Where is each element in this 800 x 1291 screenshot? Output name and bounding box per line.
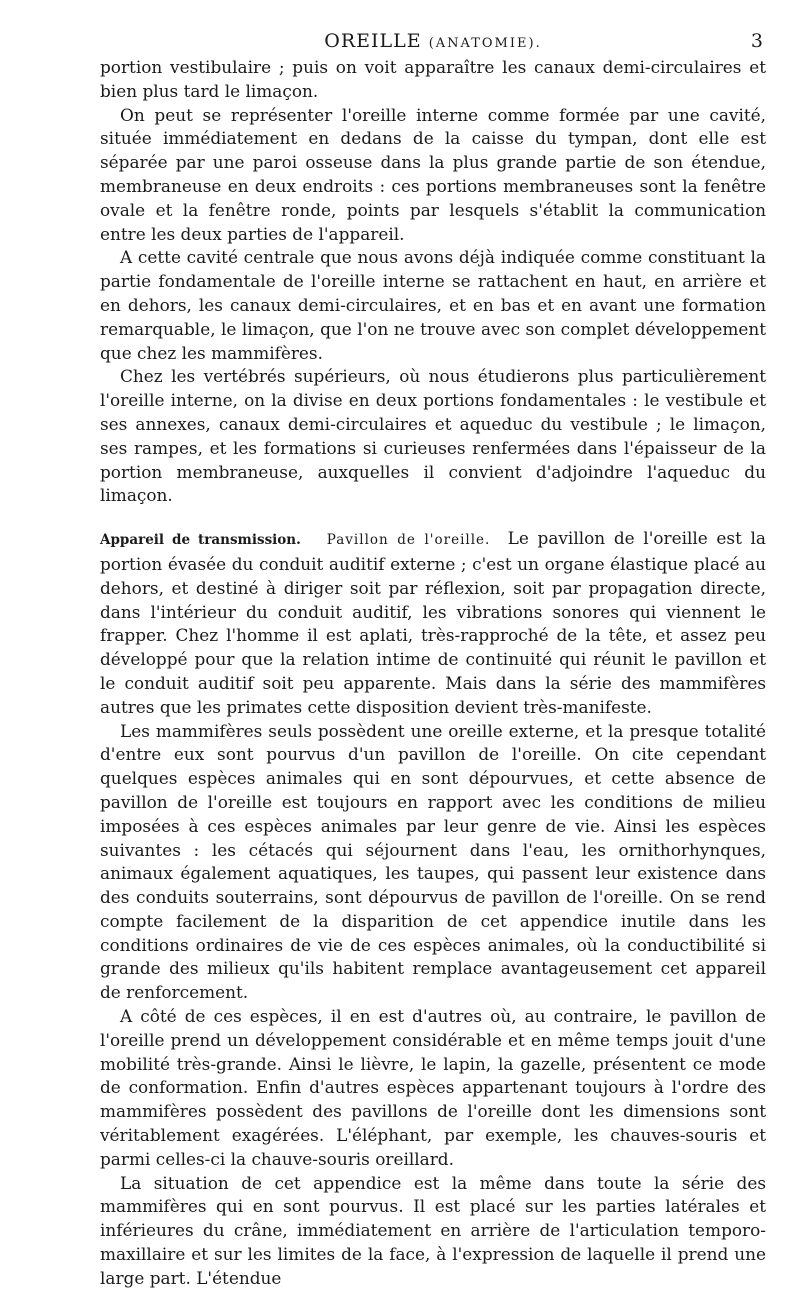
paragraph: La situation de cet appendice est la même dans toute la série des mammifères qui en sont pourvus. Il est placé sur les parties latérales et inférieures du crâne, immédiatement en arrière de l'articulation temporo-maxillaire et sur les limites de la face, à l'expression de laquelle il prend une large part. L'étendue	[100, 1172, 766, 1288]
paragraph: On peut se représenter l'oreille interne comme formée par une cavité, située immédiatement en dedans de la caisse du tympan, dont elle est séparée par une paroi osseuse dans la plus grande partie de son étendue, membraneuse en deux endroits : ces portions membraneuses sont la fenêtre ovale et la fenêtre ronde, points par lesquels s'établit la communication entre les deux parties de l'appareil.	[100, 104, 766, 244]
paragraph-continuation: portion vestibulaire ; puis on voit apparaître les canaux demi-circulaires et bien plus tard le limaçon.	[100, 57, 766, 101]
section-subheading: Pavillon de l'oreille.	[326, 532, 491, 549]
book-page	[100, 26, 766, 1291]
header-subtitle: (ANATOMIE).	[428, 36, 542, 51]
paragraph: Les mammifères seuls possèdent une oreille externe, et la presque totalité d'entre eux sont pourvus d'un pavillon de l'oreille. On cite cependant quelques espèces animales qui en sont dépourvues, et cette absence de pavillon de l'oreille est toujours en rapport avec les conditions de milieu imposées à ces espèces animales par leur genre de vie. Ainsi les espèces suivantes : les cétacés qui séjournent dans l'eau, les ornithorhynques, animaux également aquatiques, les taupes, qui passent leur existence dans des conduits souterrains, sont dépourvus de pavillon de l'oreille. On se rend compte facilement de la disparition de cet appendice inutile dans les conditions ordinaires de vie de ces espèces animales, où la conductibilité si grande des milieux qu'ils habitent remplace avantageusement cet appareil de renforcement.	[100, 720, 766, 1003]
section-heading: Appareil de transmission.	[100, 532, 301, 549]
paragraph: A cette cavité centrale que nous avons déjà indiquée comme constituant la partie fondamentale de l'oreille interne se rattachent en haut, en arrière et en dehors, les canaux demi-circulaires, et en bas et en avant une formation remarquable, le limaçon, que l'on ne trouve avec son complet développement que chez les mammifères.	[100, 247, 766, 363]
paragraph: Chez les vertébrés supérieurs, où nous étudierons plus particulièrement l'oreille interne, on la divise en deux portions fondamentales : le vestibule et ses annexes, canaux demi-circulaires et aqueduc du vestibule ; le limaçon, ses rampes, et les formations si curieuses renfermées dans l'épaisseur de la portion membraneuse, auxquelles il convient d'adjoindre l'aqueduc du limaçon.	[100, 366, 766, 506]
page-number: 3	[750, 30, 764, 52]
running-header	[100, 26, 766, 56]
paragraph: A côté de ces espèces, il en est d'autres où, au contraire, le pavillon de l'oreille prend un développement considérable et en même temps jouit d'une mobilité très-grande. Ainsi le lièvre, le lapin, la gazelle, présentent ce mode de conformation. Enfin d'autres espèces appartenant toujours à l'ordre des mammifères possèdent des pavillons de l'oreille dont les dimensions sont véritablement exagérées. L'éléphant, par exemple, les chauves-souris et parmi celles-ci la chauve-souris oreillard.	[100, 1006, 766, 1169]
section-spacer	[100, 508, 766, 527]
header-title: OREILLE	[324, 30, 422, 52]
section-first-paragraph-text: Le pavillon de l'oreille est la portion évasée du conduit auditif externe ; c'est un organe élastique placé au dehors, et destiné à diriger soit par réflexion, soit par propagation directe, dans l'intérieur du conduit auditif, les vibrations sonores qui viennent le frapper. Chez l'homme il est aplati, très-rapproché de la tête, et assez peu développé pour que la relation intime de continuité qui réunit le pavillon et le conduit auditif soit peu apparente. Mais dans la série des mammifères autres que les primates cette disposition devient très-manifeste.	[100, 528, 766, 717]
section-first-paragraph	[100, 527, 766, 719]
